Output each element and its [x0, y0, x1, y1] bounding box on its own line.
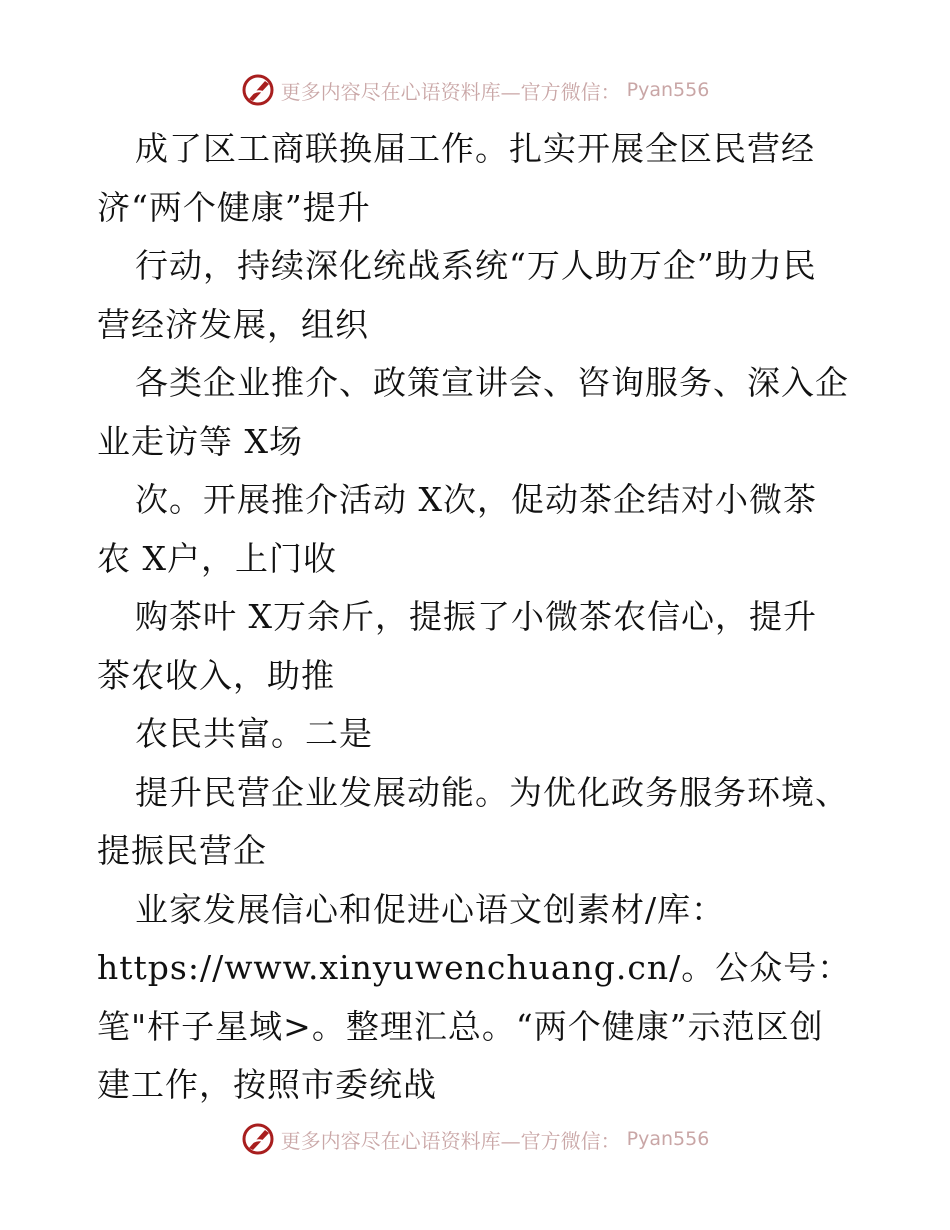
text-line: 农民共富。二是: [135, 714, 373, 753]
text-line: 各类企业推介、政策宣讲会、咨询服务、深入企: [135, 363, 849, 402]
footer-banner-contact: Pyan556: [626, 1128, 710, 1150]
text-line: 次。开展推介活动 X次，促动茶企结对小微茶: [135, 480, 817, 519]
footer-banner: [0, 1119, 950, 1159]
text-line: 业家发展信心和促进心语文创素材/库：: [135, 889, 726, 929]
footer-banner-text: 更多内容尽在心语资料库—官方微信：: [280, 1128, 621, 1153]
document-body: [97, 120, 857, 1115]
text-line: 业走访等 X场: [97, 421, 303, 461]
text-line: 济“两个健康”提升: [97, 187, 371, 227]
text-line: 茶农收入，助推: [97, 655, 335, 695]
text-line: 营经济发展，组织: [97, 304, 369, 344]
text-line: 农 X户，上门收: [97, 538, 337, 578]
header-banner: [0, 70, 950, 110]
url-line: https://www.xinyuwenchuang.cn/。公众号：: [97, 948, 852, 987]
header-banner-contact: Pyan556: [626, 79, 710, 101]
text-line: 提振民营企: [97, 831, 267, 870]
text-line: 笔"杆子星域>。整理汇总。“两个健康”示范区创: [97, 1006, 824, 1046]
header-banner-text: 更多内容尽在心语资料库—官方微信：: [280, 79, 621, 104]
text-line: 成了区工商联换届工作。扎实开展全区民营经: [135, 129, 815, 168]
text-line: 购茶叶 X万余斤，提振了小微茶农信心，提升: [135, 597, 817, 636]
text-line: 建工作，按照市委统战: [97, 1065, 437, 1104]
text-line: 提升民营企业发展动能。为优化政务服务环境、: [135, 772, 849, 812]
pen-logo-icon: [241, 73, 275, 107]
pen-logo-icon: [241, 1122, 275, 1156]
text-line: 行动，持续深化统战系统“万人助万企”助力民: [135, 246, 817, 285]
